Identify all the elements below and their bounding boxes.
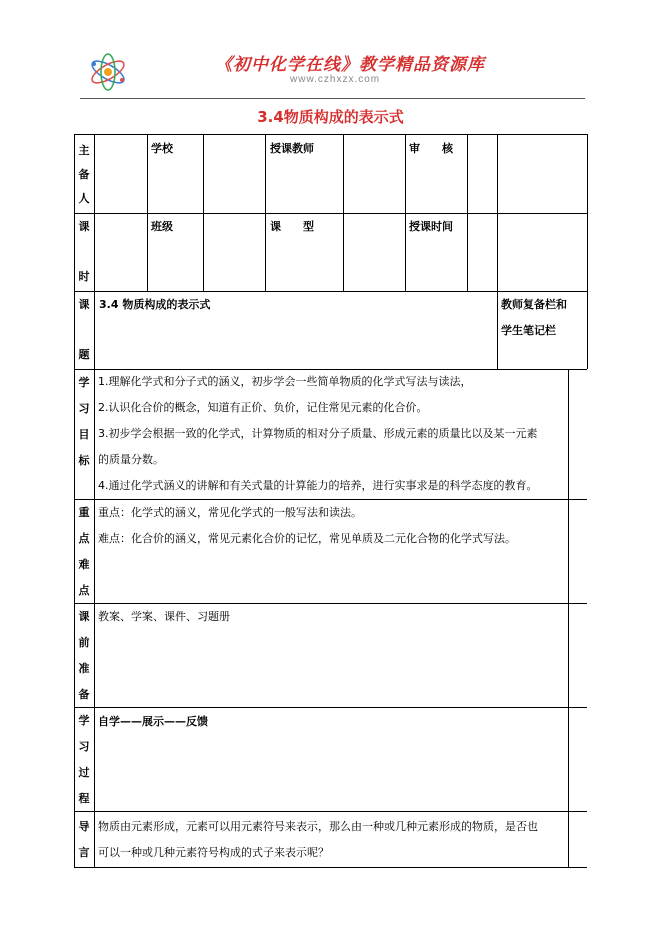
type-label: 课 型	[270, 220, 314, 233]
side-label-char: 题	[78, 348, 90, 361]
goal-item: 4.通过化学式涵义的讲解和有关式量的计算能力的培养，进行实事求是的科学态度的教育。	[98, 479, 538, 492]
side-label-char: 课	[78, 220, 90, 233]
preparation-text: 教案、学案、课件、习题册	[98, 610, 230, 623]
school-label: 学校	[151, 142, 173, 155]
review-label: 审 核	[409, 142, 453, 155]
side-label-char: 点	[78, 584, 90, 597]
goal-item: 3.初步学会根据一致的化学式，计算物质的相对分子质量、形成元素的质量比以及某一元素	[98, 427, 538, 440]
banner-title: 《初中化学在线》教学精品资源库	[215, 55, 485, 75]
class-label: 班级	[151, 220, 173, 233]
notes-column-label-2: 学生笔记栏	[501, 324, 556, 337]
key-point-text: 重点：化学式的涵义，常见化学式的一般写法和读法。	[98, 506, 362, 519]
page-title: 3.4物质构成的表示式	[257, 108, 404, 126]
side-label-char: 导	[78, 820, 90, 833]
side-label-char: 标	[78, 454, 90, 467]
goal-item: 2.认识化合价的概念，知道有正价、负价，记住常见元素的化合价。	[98, 401, 428, 414]
side-label-char: 目	[78, 428, 90, 441]
side-label-char: 习	[78, 402, 90, 415]
banner-url: www.czhxzx.com	[290, 74, 381, 85]
side-label-char: 难	[78, 558, 90, 571]
intro-line: 可以一种或几种元素符号构成的式子来表示呢？	[98, 846, 329, 859]
process-text: 自学——展示——反馈	[98, 715, 208, 728]
goal-item: 1.理解化学式和分子式的涵义，初步学会一些简单物质的化学式写法与读法，	[98, 375, 472, 388]
side-label-char: 备	[78, 688, 90, 701]
lesson-topic: 3.4 物质构成的表示式	[99, 298, 211, 311]
side-label-char: 重	[78, 506, 90, 519]
side-label-char: 过	[78, 766, 90, 779]
side-label-char: 课	[78, 610, 90, 623]
side-label-char: 主	[78, 144, 90, 157]
time-label: 授课时间	[409, 220, 453, 233]
side-label-char: 程	[78, 792, 90, 805]
side-label-char: 言	[78, 846, 90, 859]
side-label-char: 点	[78, 532, 90, 545]
side-label-char: 习	[78, 740, 90, 753]
side-label-char: 学	[78, 714, 90, 727]
side-label-char: 时	[78, 270, 90, 283]
side-label-char: 学	[78, 376, 90, 389]
difficult-point-text: 难点：化合价的涵义，常见元素化合价的记忆，常见单质及二元化合物的化学式写法。	[98, 532, 516, 545]
side-label-char: 课	[78, 298, 90, 311]
teacher-label: 授课教师	[270, 142, 314, 155]
side-label-char: 备	[78, 168, 90, 181]
side-label-char: 人	[78, 192, 90, 205]
notes-column-label: 教师复备栏和	[501, 298, 567, 311]
goal-item: 的质量分数。	[98, 453, 164, 466]
side-label-char: 前	[78, 636, 90, 649]
intro-line: 物质由元素形成，元素可以用元素符号来表示，那么由一种或几种元素形成的物质，是否也	[98, 820, 538, 833]
side-label-char: 准	[78, 662, 90, 675]
